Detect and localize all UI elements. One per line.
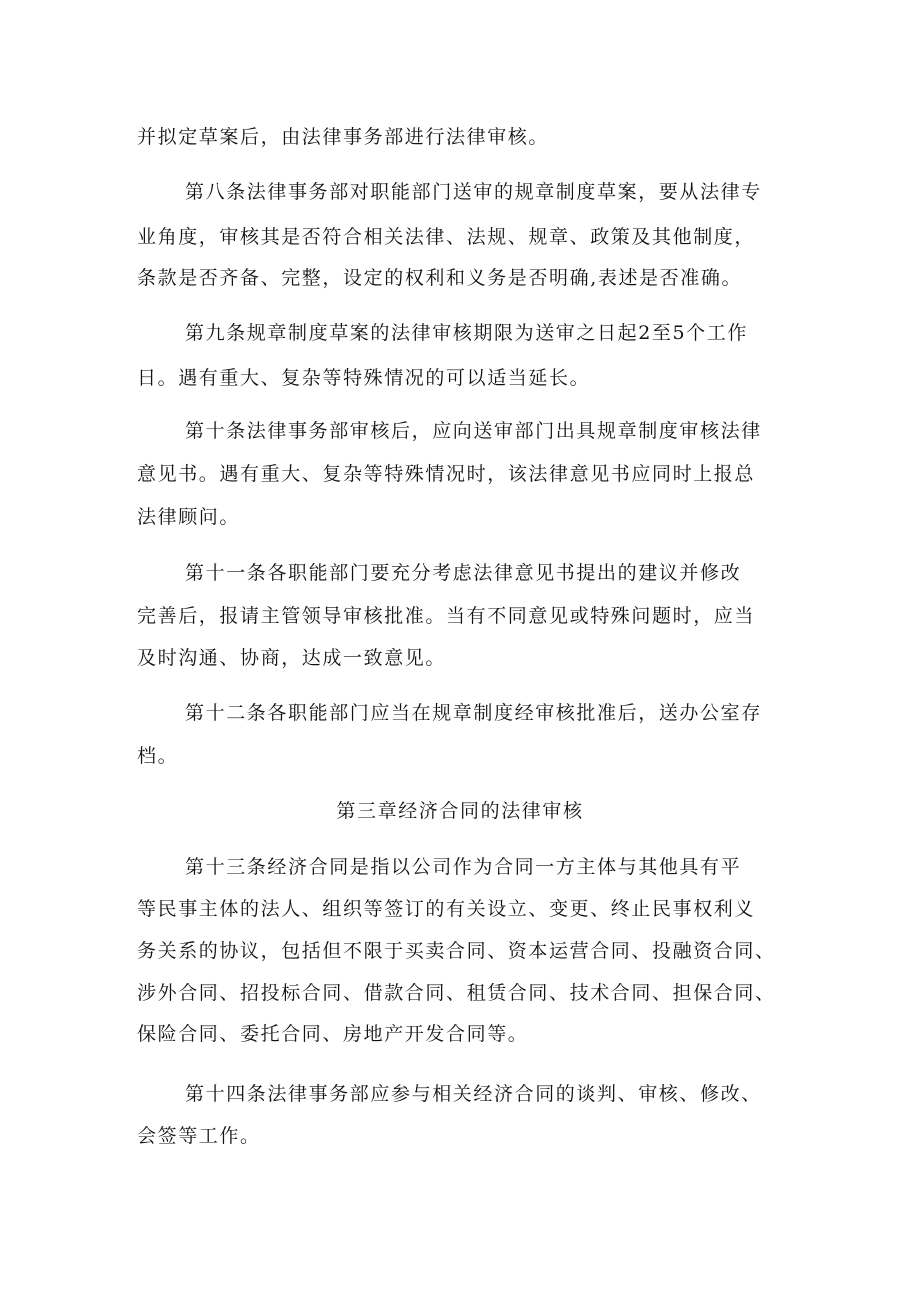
article-12-line-2: 档。 [137,745,179,767]
article-8-line-2: 业角度，审核其是否符合相关法律、法规、规章、政策及其他制度， [137,226,756,248]
article-13-line-1: 第十三条经济合同是指以公司作为合同一方主体与其他具有平 [185,856,742,878]
article-9-line-2: 日。遇有重大、复杂等特殊情况的可以适当延长。 [137,367,591,389]
chapter-heading: 第三章经济合同的法律审核 [336,800,584,822]
article-13-line-4: 涉外合同、招投标合同、借款合同、租赁合同、技术合同、担保合同、 [137,982,776,1004]
article-10-line-3: 法律顾问。 [137,506,241,528]
article-10-line-1: 第十条法律事务部审核后，应向送审部门出具规章制度审核法律 [185,420,762,442]
article-11-line-2: 完善后，报请主管领导审核批准。当有不同意见或特殊问题时，应当 [137,605,756,627]
paragraph-line: 并拟定草案后，由法律事务部进行法律审核。 [137,126,550,148]
article-14-line-1: 第十四条法律事务部应参与相关经济合同的谈判、审核、修改、 [185,1083,762,1105]
article-14-line-2: 会签等工作。 [137,1125,261,1147]
article-13-line-3: 务关系的协议，包括但不限于买卖合同、资本运营合同、投融资合同、 [137,940,776,962]
article-13-line-2: 等民事主体的法人、组织等签订的有关设立、变更、终止民事权利义 [137,898,756,920]
article-10-line-2: 意见书。遇有重大、复杂等特殊情况时，该法律意见书应同时上报总 [137,463,756,485]
article-11-line-1: 第十一条各职能部门要充分考虑法律意见书提出的建议并修改 [185,562,742,584]
article-12-line-1: 第十二条各职能部门应当在规章制度经审核批准后，送办公室存 [185,702,762,724]
article-13-line-5: 保险合同、委托合同、房地产开发合同等。 [137,1023,529,1045]
article-8-line-3: 条款是否齐备、完整，设定的权利和义务是否明确,表述是否准确。 [137,267,743,289]
article-9-line-1: 第九条规章制度草案的法律审核期限为送审之日起2至5个工作 [185,322,748,344]
article-8-line-1: 第八条法律事务部对职能部门送审的规章制度草案，要从法律专 [185,181,762,203]
article-11-line-3: 及时沟通、协商，达成一致意见。 [137,647,447,669]
